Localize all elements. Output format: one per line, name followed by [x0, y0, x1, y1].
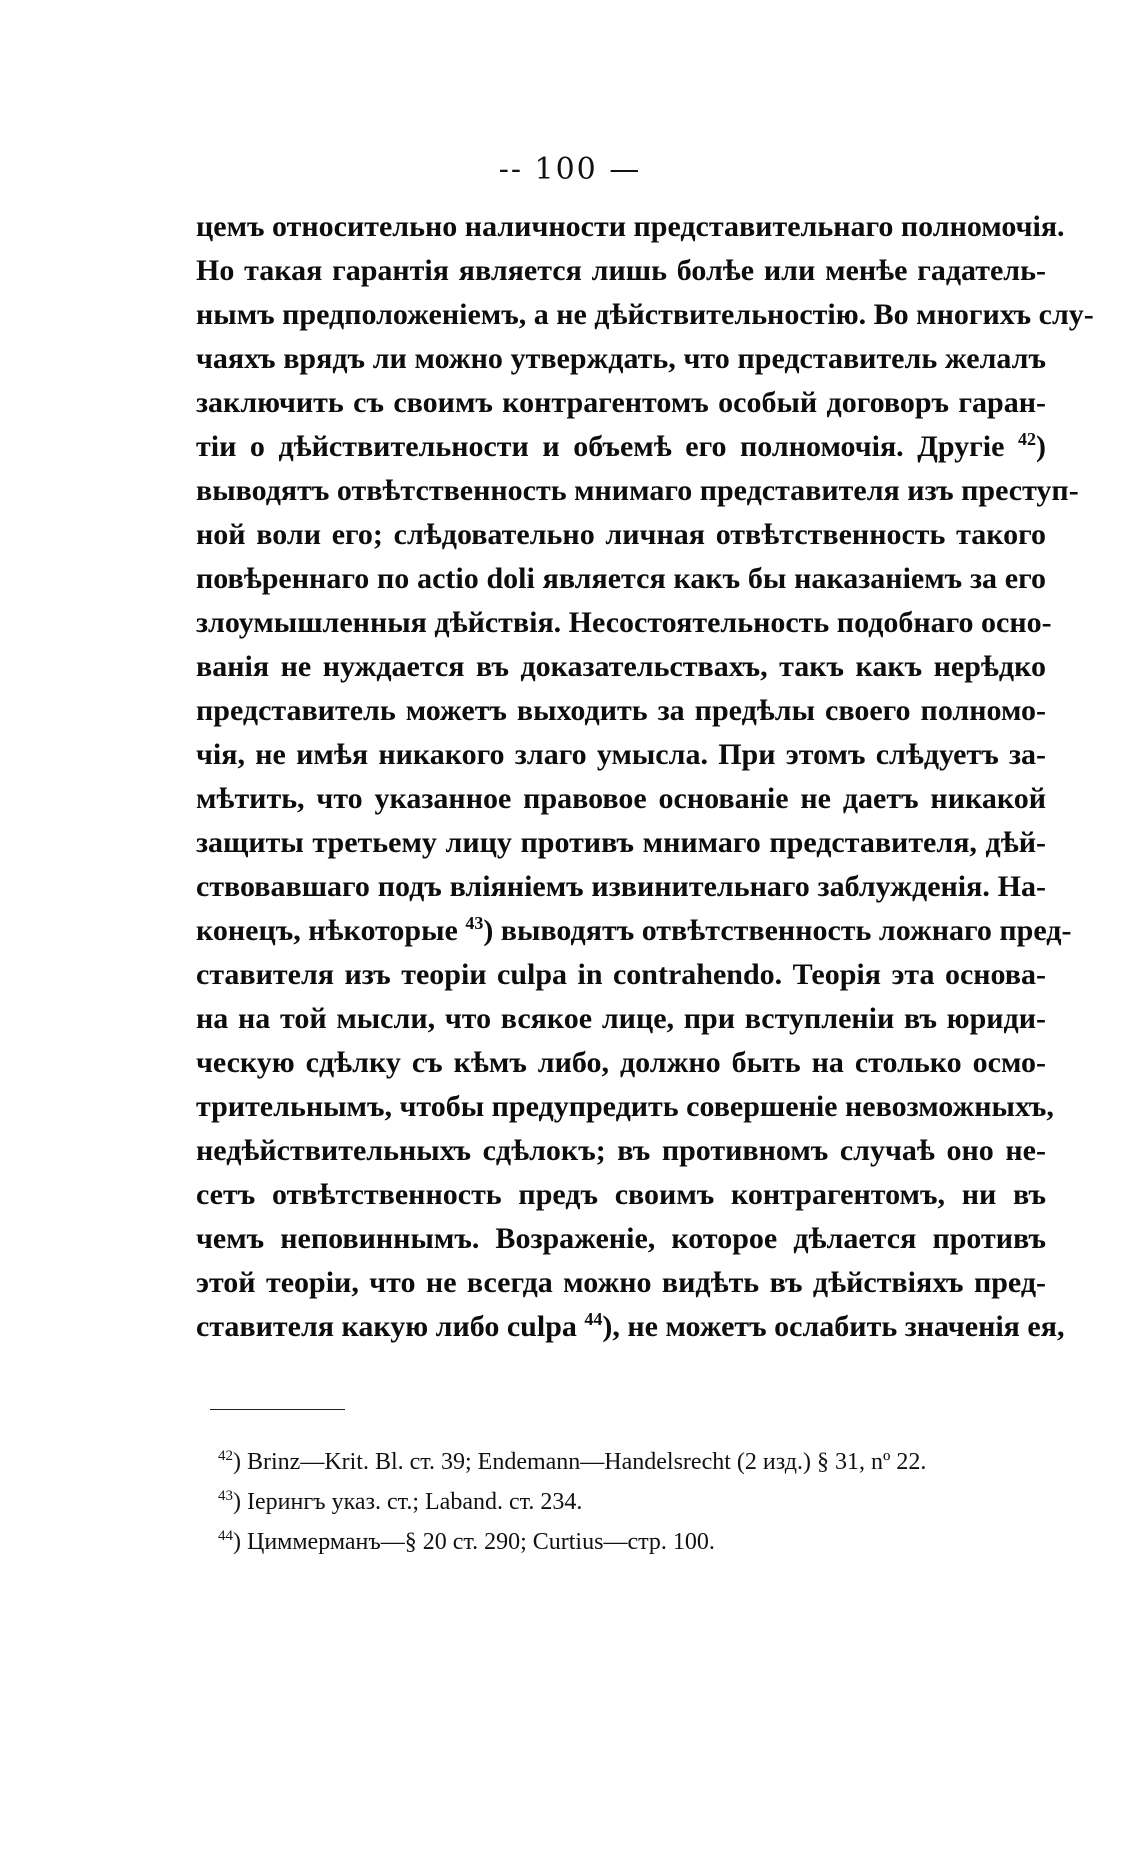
footnote-ref-42: 42 [1018, 429, 1036, 449]
text-line: нымъ предположеніемъ, а не дѣйствительностію. Во многихъ слу- [196, 298, 1094, 331]
text-line: выводятъ отвѣтственность мнимаго представителя изъ преступ- [196, 474, 1079, 507]
footnote-ref-43: 43 [465, 913, 484, 933]
footnote-mark: 44 [218, 1528, 233, 1544]
text-line: ставителя изъ теоріи culpa in contrahendo. Теорія эта основа- [196, 958, 1046, 991]
footnote-text: ) Циммерманъ—§ 20 ст. 290; Curtius—стр. 100. [233, 1529, 715, 1555]
text-line: злоумышленныя дѣйствія. Несостоятельность подобнаго осно- [196, 606, 1052, 639]
text-line: чемъ неповиннымъ. Возраженіе, которое дѣлается противъ [196, 1222, 1046, 1255]
footnote-text: ) Іерингъ указ. ст.; Laband. ст. 234. [233, 1489, 583, 1515]
footnote-ref-44: 44 [584, 1309, 603, 1329]
text-line: цемъ относительно наличности представительнаго полномочія. [196, 210, 1065, 243]
footnote-mark: 43 [218, 1488, 233, 1504]
text-line: этой теоріи, что не всегда можно видѣть въ дѣйствіяхъ пред- [196, 1266, 1046, 1299]
text-line: недѣйствительныхъ сдѣлокъ; въ противномъ случаѣ оно не- [196, 1134, 1046, 1167]
footnote-divider [210, 1409, 345, 1410]
text-line: чаяхъ врядъ ли можно утверждать, что представитель желалъ [196, 342, 1046, 375]
text-line: конецъ, нѣкоторые $^{43}$) выводятъ отвѣтственность ложнаго пред- [196, 913, 1072, 947]
text-line: на на той мысли, что всякое лице, при вступленіи въ юриди- [196, 1002, 1046, 1035]
text-line: сетъ отвѣтственность предъ своимъ контрагентомъ, ни въ [196, 1178, 1046, 1211]
text-line: заключить съ своимъ контрагентомъ особый договоръ гаран- [196, 386, 1046, 419]
text-line: мѣтить, что указанное правовое основаніе не даетъ никакой [196, 782, 1046, 815]
text-line: ставителя какую либо culpa $^{44}$), не можетъ ослабить значенія ея, [196, 1309, 1065, 1343]
text-line: ной воли его; слѣдовательно личная отвѣтственность такого [196, 518, 1046, 551]
text-line: чія, не имѣя никакого злаго умысла. При этомъ слѣдуетъ за- [196, 738, 1046, 771]
text-line: представитель можетъ выходить за предѣлы своего полномо- [196, 694, 1046, 727]
text-line: ванія не нуждается въ доказательствахъ, такъ какъ нерѣдко [196, 650, 1046, 683]
footnote-43 [218, 1482, 1048, 1522]
body-text [196, 205, 1094, 1349]
footnotes [218, 1442, 1048, 1562]
text-line: трительнымъ, чтобы предупредить совершеніе невозможныхъ, [196, 1090, 1054, 1123]
footnote-mark: 42 [218, 1448, 233, 1464]
text-line: Но такая гарантія является лишь болѣе или менѣе гадатель- [196, 254, 1046, 287]
footnote-44 [218, 1522, 1048, 1562]
page-number: -- 100 — [498, 152, 642, 187]
footnote-text: ) Brinz—Krit. Bl. ст. 39; Endemann—Handelsrecht (2 изд.) § 31, nº 22. [233, 1449, 927, 1475]
text-line: повѣреннаго по actio doli является какъ бы наказаніемъ за его [196, 562, 1046, 595]
footnote-42 [218, 1442, 1048, 1482]
text-line: защиты третьему лицу противъ мнимаго представителя, дѣй- [196, 826, 1046, 859]
text-line: ствовавшаго подъ вліяніемъ извинительнаго заблужденія. На- [196, 870, 1046, 903]
text-line: ческую сдѣлку съ кѣмъ либо, должно быть на столько осмо- [196, 1046, 1046, 1079]
text-line: тіи о дѣйствительности и объемѣ его полномочія. Другіе $^{42}$) [196, 429, 1046, 463]
